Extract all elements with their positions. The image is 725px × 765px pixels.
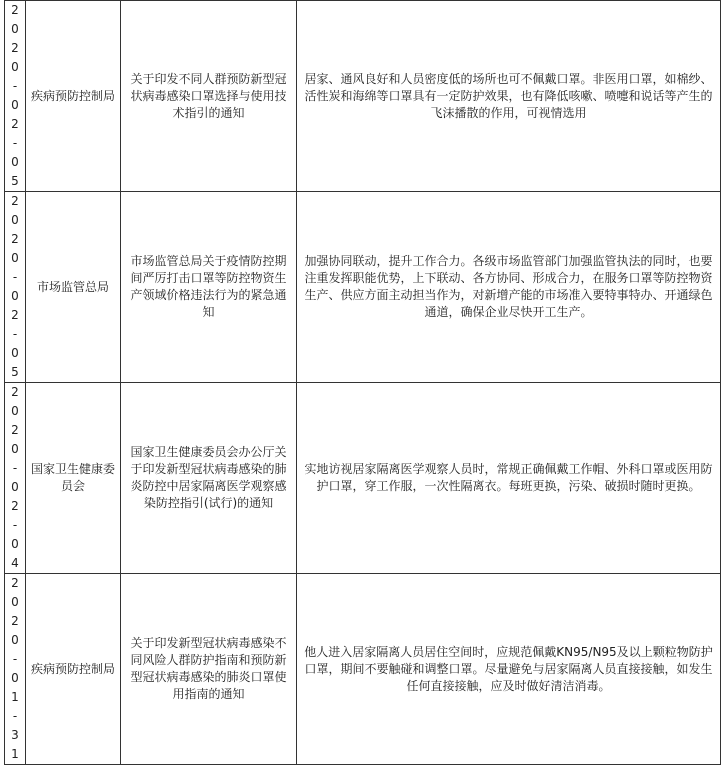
date-cell: 2020-01-31 <box>5 574 26 765</box>
content-cell: 加强协同联动，提升工作合力。各级市场监管部门加强监管执法的同时，也要注重发挥职能优势，上下联动、各方协同、形成合力，在服务口罩等防控物资生产、供应方面主动担当作为，对新增产能的市场准入要特事特办、开通绿色通道，确保企业尽快开工生产。 <box>297 192 721 383</box>
date-cell: 2020-02-05 <box>5 192 26 383</box>
content-cell: 他人进入居家隔离人员居住空间时，应规范佩戴KN95/N95及以上颗粒物防护口罩，期间不要触碰和调整口罩。尽量避免与居家隔离人员直接接触，如发生任何直接接触，应及时做好清洁消毒。 <box>297 574 721 765</box>
table-row <box>5 574 721 765</box>
date-cell: 2020-02-05 <box>5 1 26 192</box>
document-cell: 关于印发新型冠状病毒感染不同风险人群防护指南和预防新型冠状病毒感染的肺炎口罩使用指南的通知 <box>121 574 297 765</box>
agency-cell: 市场监管总局 <box>26 192 121 383</box>
agency-cell: 国家卫生健康委员会 <box>26 383 121 574</box>
table-row <box>5 1 721 192</box>
policy-table <box>4 0 721 765</box>
table-row <box>5 192 721 383</box>
content-cell: 居家、通风良好和人员密度低的场所也可不佩戴口罩。非医用口罩，如棉纱、活性炭和海绵等口罩具有一定防护效果，也有降低咳嗽、喷嚏和说话等产生的飞沫播散的作用，可视情选用 <box>297 1 721 192</box>
table-row <box>5 383 721 574</box>
date-cell: 2020-02-04 <box>5 383 26 574</box>
agency-cell: 疾病预防控制局 <box>26 574 121 765</box>
document-cell: 国家卫生健康委员会办公厅关于印发新型冠状病毒感染的肺炎防控中居家隔离医学观察感染防控指引(试行)的通知 <box>121 383 297 574</box>
document-cell: 市场监管总局关于疫情防控期间严厉打击口罩等防控物资生产领域价格违法行为的紧急通知 <box>121 192 297 383</box>
document-cell: 关于印发不同人群预防新型冠状病毒感染口罩选择与使用技术指引的通知 <box>121 1 297 192</box>
agency-cell: 疾病预防控制局 <box>26 1 121 192</box>
content-cell: 实地访视居家隔离医学观察人员时，常规正确佩戴工作帽、外科口罩或医用防护口罩，穿工作服，一次性隔离衣。每班更换，污染、破损时随时更换。 <box>297 383 721 574</box>
